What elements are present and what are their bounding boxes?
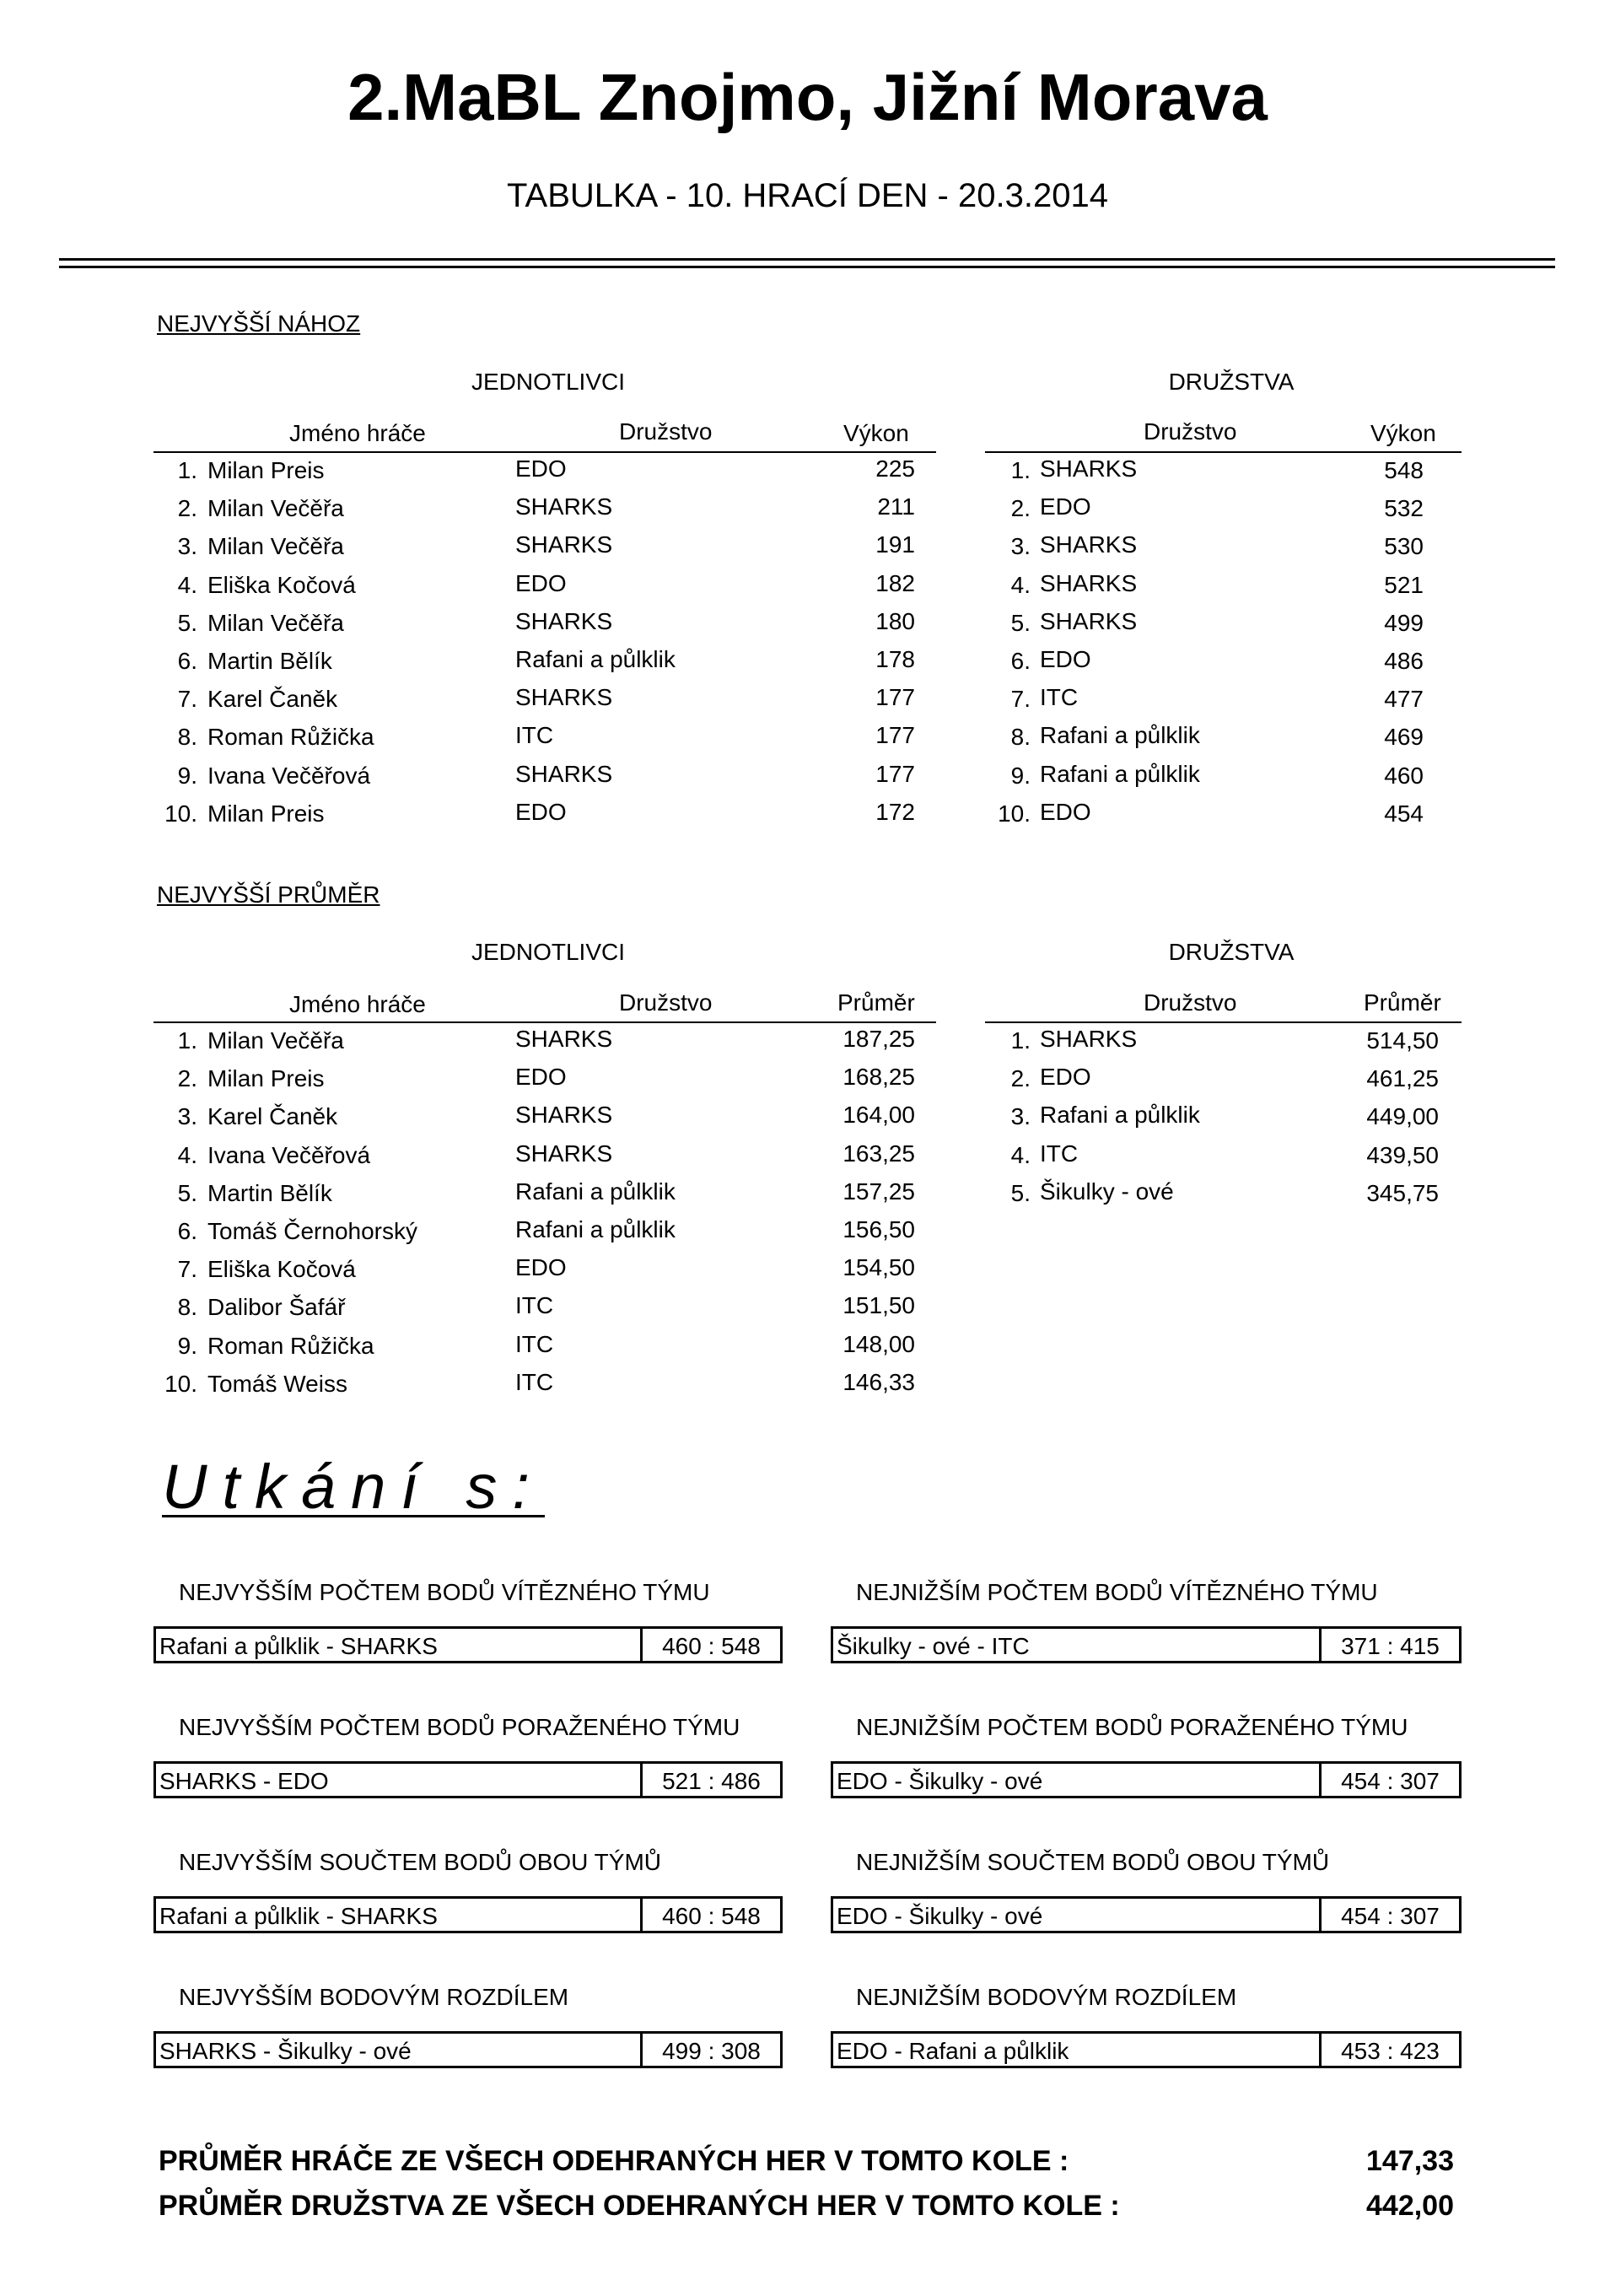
match-score: 460 : 548 xyxy=(640,1629,780,1661)
team-cell: SHARKS xyxy=(1040,569,1138,596)
match-category-label: NEJVYŠŠÍM BODOVÝM ROZDÍLEM xyxy=(179,1984,569,2010)
team-cell: EDO xyxy=(515,455,567,482)
rank-cell: 5. xyxy=(1010,609,1031,636)
match-category-label: NEJNIŽŠÍM SOUČTEM BODŮ OBOU TÝMŮ xyxy=(856,1849,1330,1875)
nahoz-teams-heading: DRUŽSTVA xyxy=(1168,369,1295,395)
player-name-cell: Eliška Kočová xyxy=(207,571,356,598)
value-cell: 177 xyxy=(875,722,915,749)
value-cell: 154,50 xyxy=(842,1254,915,1281)
value-cell: 439,50 xyxy=(1366,1141,1439,1168)
player-name-cell: Ivana Večěřová xyxy=(207,1141,371,1168)
player-name-cell: Roman Růžička xyxy=(207,1332,374,1359)
match-category-label: NEJNIŽŠÍM POČTEM BODŮ PORAŽENÉHO TÝMU xyxy=(856,1714,1408,1740)
rank-cell: 9. xyxy=(1010,762,1031,789)
team-cell: ITC xyxy=(1040,1140,1079,1167)
player-name-cell: Milan Preis xyxy=(207,800,325,827)
player-name-cell: Milan Večěřa xyxy=(207,533,344,560)
team-cell: SHARKS xyxy=(515,607,613,634)
player-name-cell: Tomáš Černohorský xyxy=(207,1218,417,1244)
value-cell: 477 xyxy=(1384,686,1424,713)
nahoz-individuals-header-line xyxy=(153,451,936,453)
player-name-cell: Roman Růžička xyxy=(207,724,374,751)
value-cell: 499 xyxy=(1384,609,1424,636)
nahoz-teams-col-team: Družstvo xyxy=(1144,418,1237,445)
team-cell: EDO xyxy=(515,798,567,825)
team-cell: Rafani a půlklik xyxy=(1040,760,1200,787)
rank-cell: 3. xyxy=(177,533,197,560)
nahoz-col-team: Družstvo xyxy=(619,418,713,445)
match-category-label: NEJVYŠŠÍM POČTEM BODŮ VÍTĚZNÉHO TÝMU xyxy=(179,1579,710,1605)
prumer-section-label: NEJVYŠŠÍ PRŮMĚR xyxy=(157,881,380,908)
value-cell: 180 xyxy=(875,607,915,634)
rank-cell: 6. xyxy=(177,648,197,674)
nahoz-col-name: Jméno hráče xyxy=(289,420,426,446)
team-cell: SHARKS xyxy=(515,684,613,711)
match-score: 521 : 486 xyxy=(640,1764,780,1796)
match-teams: Rafani a půlklik - SHARKS xyxy=(159,1903,438,1929)
rank-cell: 10. xyxy=(164,800,197,827)
rank-cell: 8. xyxy=(1010,724,1031,751)
value-cell: 514,50 xyxy=(1366,1027,1439,1054)
match-teams: Rafani a půlklik - SHARKS xyxy=(159,1633,438,1659)
rank-cell: 2. xyxy=(177,495,197,522)
rank-cell: 1. xyxy=(1010,1027,1031,1054)
match-teams: SHARKS - EDO xyxy=(159,1768,329,1794)
rank-cell: 4. xyxy=(1010,1141,1031,1168)
double-rule-bottom xyxy=(59,266,1555,268)
player-name-cell: Ivana Večěřová xyxy=(207,762,371,789)
team-cell: SHARKS xyxy=(515,1140,613,1167)
player-average-label: PRŮMĚR HRÁČE ZE VŠECH ODEHRANÝCH HER V TOMTO KOLE : xyxy=(159,2145,1069,2177)
value-cell: 151,50 xyxy=(842,1292,915,1319)
team-cell: SHARKS xyxy=(515,760,613,787)
team-cell: Rafani a půlklik xyxy=(1040,722,1200,749)
value-cell: 187,25 xyxy=(842,1026,915,1052)
value-cell: 156,50 xyxy=(842,1216,915,1242)
match-result-box xyxy=(153,1761,783,1798)
value-cell: 532 xyxy=(1384,495,1424,522)
value-cell: 146,33 xyxy=(842,1368,915,1395)
team-cell: SHARKS xyxy=(1040,1026,1138,1052)
nahoz-teams-col-value: Výkon xyxy=(1370,420,1436,446)
prumer-teams-header-line xyxy=(985,1021,1462,1023)
value-cell: 460 xyxy=(1384,762,1424,789)
team-cell: EDO xyxy=(515,1064,567,1091)
rank-cell: 1. xyxy=(177,1027,197,1054)
value-cell: 530 xyxy=(1384,533,1424,560)
team-cell: SHARKS xyxy=(515,493,613,520)
match-score: 454 : 307 xyxy=(1319,1764,1459,1796)
value-cell: 168,25 xyxy=(842,1064,915,1091)
value-cell: 548 xyxy=(1384,457,1424,483)
value-cell: 164,00 xyxy=(842,1102,915,1129)
rank-cell: 8. xyxy=(177,724,197,751)
nahoz-section-label: NEJVYŠŠÍ NÁHOZ xyxy=(157,310,361,337)
nahoz-teams-header-line xyxy=(985,451,1462,453)
player-name-cell: Milan Večěřa xyxy=(207,609,344,636)
prumer-individuals-heading: JEDNOTLIVCI xyxy=(471,939,626,965)
prumer-col-name: Jméno hráče xyxy=(289,991,426,1017)
rank-cell: 7. xyxy=(177,1256,197,1283)
value-cell: 172 xyxy=(875,798,915,825)
match-result-box xyxy=(831,1896,1462,1933)
value-cell: 345,75 xyxy=(1366,1179,1439,1206)
match-result-box xyxy=(831,1626,1462,1663)
match-category-label: NEJNIŽŠÍM POČTEM BODŮ VÍTĚZNÉHO TÝMU xyxy=(856,1579,1378,1605)
rank-cell: 2. xyxy=(1010,495,1031,522)
match-category-label: NEJVYŠŠÍM SOUČTEM BODŮ OBOU TÝMŮ xyxy=(179,1849,661,1875)
rank-cell: 5. xyxy=(1010,1179,1031,1206)
value-cell: 191 xyxy=(875,531,915,558)
team-cell: Rafani a půlklik xyxy=(1040,1102,1200,1129)
value-cell: 182 xyxy=(875,569,915,596)
rank-cell: 3. xyxy=(177,1103,197,1130)
player-name-cell: Karel Čaněk xyxy=(207,686,338,713)
team-average-label: PRŮMĚR DRUŽSTVA ZE VŠECH ODEHRANÝCH HER V TOMTO KOLE : xyxy=(159,2190,1120,2222)
team-average-value: 442,00 xyxy=(1366,2190,1454,2222)
player-name-cell: Milan Večěřa xyxy=(207,1027,344,1054)
player-name-cell: Martin Bělík xyxy=(207,1179,332,1206)
team-cell: EDO xyxy=(515,1254,567,1281)
match-result-box xyxy=(153,1626,783,1663)
team-cell: ITC xyxy=(515,1292,554,1319)
team-cell: EDO xyxy=(1040,798,1091,825)
team-cell: SHARKS xyxy=(515,1026,613,1052)
rank-cell: 1. xyxy=(1010,457,1031,483)
value-cell: 449,00 xyxy=(1366,1103,1439,1130)
team-cell: SHARKS xyxy=(515,531,613,558)
rank-cell: 2. xyxy=(177,1065,197,1092)
rank-cell: 7. xyxy=(177,686,197,713)
player-name-cell: Milan Preis xyxy=(207,457,325,483)
match-teams: Šikulky - ové - ITC xyxy=(837,1633,1030,1659)
team-cell: SHARKS xyxy=(1040,455,1138,482)
match-score: 454 : 307 xyxy=(1319,1899,1459,1931)
rank-cell: 4. xyxy=(177,571,197,598)
player-name-cell: Martin Bělík xyxy=(207,648,332,674)
match-result-box xyxy=(831,1761,1462,1798)
rank-cell: 5. xyxy=(177,1179,197,1206)
prumer-teams-col-value: Průměr xyxy=(1364,989,1441,1016)
match-result-box xyxy=(153,1896,783,1933)
value-cell: 211 xyxy=(877,493,915,520)
rank-cell: 10. xyxy=(164,1370,197,1397)
team-cell: ITC xyxy=(1040,684,1079,711)
value-cell: 225 xyxy=(875,455,915,482)
rank-cell: 3. xyxy=(1010,533,1031,560)
team-cell: SHARKS xyxy=(1040,531,1138,558)
rank-cell: 5. xyxy=(177,609,197,636)
nahoz-col-value: Výkon xyxy=(843,420,909,446)
team-cell: EDO xyxy=(1040,493,1091,520)
team-cell: EDO xyxy=(1040,646,1091,672)
player-name-cell: Eliška Kočová xyxy=(207,1256,356,1283)
rank-cell: 9. xyxy=(177,1332,197,1359)
prumer-col-team: Družstvo xyxy=(619,989,713,1016)
match-teams: SHARKS - Šikulky - ové xyxy=(159,2038,412,2064)
rank-cell: 6. xyxy=(177,1218,197,1244)
player-average-value: 147,33 xyxy=(1366,2145,1454,2177)
team-cell: ITC xyxy=(515,1330,554,1357)
team-cell: Rafani a půlklik xyxy=(515,1216,676,1242)
matches-heading: Utkání s: xyxy=(162,1452,545,1522)
value-cell: 163,25 xyxy=(842,1140,915,1167)
team-cell: EDO xyxy=(1040,1064,1091,1091)
rank-cell: 4. xyxy=(1010,571,1031,598)
prumer-col-value: Průměr xyxy=(837,989,915,1016)
match-teams: EDO - Rafani a půlklik xyxy=(837,2038,1069,2064)
player-name-cell: Milan Preis xyxy=(207,1065,325,1092)
rank-cell: 8. xyxy=(177,1294,197,1321)
rank-cell: 4. xyxy=(177,1141,197,1168)
team-cell: SHARKS xyxy=(515,1102,613,1129)
match-score: 371 : 415 xyxy=(1319,1629,1459,1661)
match-result-box xyxy=(831,2031,1462,2068)
rank-cell: 3. xyxy=(1010,1103,1031,1130)
rank-cell: 1. xyxy=(177,457,197,483)
match-score: 460 : 548 xyxy=(640,1899,780,1931)
value-cell: 486 xyxy=(1384,648,1424,674)
rank-cell: 6. xyxy=(1010,648,1031,674)
value-cell: 157,25 xyxy=(842,1178,915,1205)
team-cell: ITC xyxy=(515,1368,554,1395)
double-rule-top xyxy=(59,258,1555,261)
player-name-cell: Karel Čaněk xyxy=(207,1103,338,1130)
match-teams: EDO - Šikulky - ové xyxy=(837,1903,1043,1929)
value-cell: 461,25 xyxy=(1366,1065,1439,1092)
value-cell: 177 xyxy=(875,760,915,787)
value-cell: 454 xyxy=(1384,800,1424,827)
value-cell: 148,00 xyxy=(842,1330,915,1357)
match-teams: EDO - Šikulky - ové xyxy=(837,1768,1043,1794)
player-name-cell: Dalibor Šafář xyxy=(207,1294,346,1321)
value-cell: 178 xyxy=(875,646,915,672)
match-result-box xyxy=(153,2031,783,2068)
page-subtitle: TABULKA - 10. HRACÍ DEN - 20.3.2014 xyxy=(507,177,1108,214)
team-cell: Rafani a půlklik xyxy=(515,1178,676,1205)
team-cell: Rafani a půlklik xyxy=(515,646,676,672)
match-category-label: NEJVYŠŠÍM POČTEM BODŮ PORAŽENÉHO TÝMU xyxy=(179,1714,740,1740)
player-name-cell: Tomáš Weiss xyxy=(207,1370,347,1397)
team-cell: ITC xyxy=(515,722,554,749)
rank-cell: 10. xyxy=(998,800,1031,827)
rank-cell: 7. xyxy=(1010,686,1031,713)
match-score: 499 : 308 xyxy=(640,2034,780,2066)
team-cell: SHARKS xyxy=(1040,607,1138,634)
prumer-teams-heading: DRUŽSTVA xyxy=(1168,939,1295,965)
value-cell: 177 xyxy=(875,684,915,711)
nahoz-individuals-heading: JEDNOTLIVCI xyxy=(471,369,626,395)
prumer-individuals-header-line xyxy=(153,1021,936,1023)
player-name-cell: Milan Večěřa xyxy=(207,495,344,522)
rank-cell: 9. xyxy=(177,762,197,789)
team-cell: Šikulky - ové xyxy=(1040,1178,1174,1205)
match-category-label: NEJNIŽŠÍM BODOVÝM ROZDÍLEM xyxy=(856,1984,1237,2010)
value-cell: 521 xyxy=(1384,571,1424,598)
value-cell: 469 xyxy=(1384,724,1424,751)
team-cell: EDO xyxy=(515,569,567,596)
prumer-teams-col-team: Družstvo xyxy=(1144,989,1237,1016)
rank-cell: 2. xyxy=(1010,1065,1031,1092)
match-score: 453 : 423 xyxy=(1319,2034,1459,2066)
page-title: 2.MaBL Znojmo, Jižní Morava xyxy=(347,60,1268,134)
